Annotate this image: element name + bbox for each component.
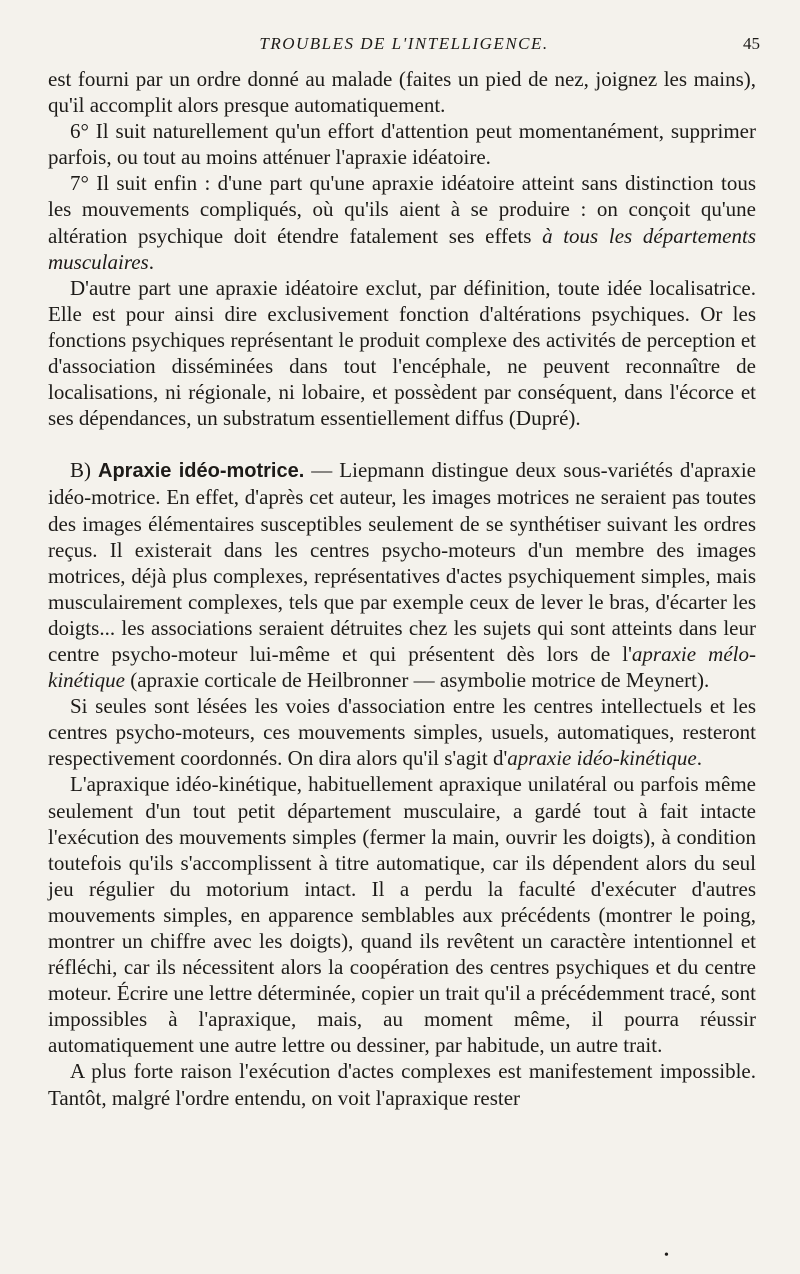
paragraph-actes-complexes xyxy=(48,1058,756,1110)
paragraph-end: . xyxy=(696,746,702,771)
section-marker: B) xyxy=(70,458,91,483)
paragraph-text: 7° Il suit enfin : d'une part qu'une apraxie idéatoire atteint sans distinction tous les mouvements compliqués, où qu'ils aient à se produire : on conçoit qu'une altération psychique doit étendre fatalement ses effets xyxy=(48,171,756,248)
page-header xyxy=(48,34,760,58)
section-apraxie-ideo-motrice xyxy=(48,457,756,693)
paragraph-text: est fourni par un ordre donné au malade (faites un pied de nez, joignez les mains), qu'il accomplit alors presque automatiquement. xyxy=(48,67,756,118)
body-text xyxy=(48,66,756,1111)
paragraph-ideo-kinetique xyxy=(48,693,756,771)
paragraph-text: — Liepmann distingue deux sous-variétés d'apraxie idéo-motrice. En effet, d'après cet auteur, les images motrices ne seraient pas toutes des images élémentaires susceptibles seulement de se synthétiser suivant les ordres reçus. Il existerait dans les centres psycho-moteurs d'un membre des images motrices, déjà plus complexes, représentatives d'actes psychiquement simples, mais musculairement complexes, tels que par exemple ceux de lever le bras, d'écarter les doigts... les associations seraient détruites chez les sujets qui sont atteints dans leur centre psycho-moteur lui-même et qui présentent dès lors de l' xyxy=(48,458,756,666)
paragraph-point-6 xyxy=(48,118,756,170)
italic-term: apraxie idéo-kinétique xyxy=(507,746,697,771)
paragraph-text-continued: (apraxie corticale de Heilbronner — asymbolie motrice de Meynert). xyxy=(124,668,710,693)
section-heading: Apraxie idéo-motrice. xyxy=(98,460,305,483)
section-gap xyxy=(48,431,756,457)
page-number: 45 xyxy=(743,34,760,53)
paragraph-text: A plus forte raison l'exécution d'actes complexes est manifestement impossible. Tantôt, malgré l'ordre entendu, on voit l'apraxique rester xyxy=(48,1059,756,1110)
paragraph-text: D'autre part une apraxie idéatoire exclut, par définition, toute idée localisatrice. Elle est pour ainsi dire exclusivement fonction d'altérations psychiques. Or les fonctions psychiques représentant le produit complexe des activités de perception et d'association disséminées dans tout l'encéphale, ne peuvent reconnaître de localisations, ni régionale, ni lobaire, et possèdent par conséquent, dans l'écorce et ses dépendances, un substratum essentiellement diffus (Dupré). xyxy=(48,275,756,431)
italic-term: apraxie mélo-kinétique xyxy=(48,641,756,693)
running-title: TROUBLES DE L'INTELLIGENCE. xyxy=(259,34,549,53)
paragraph-text: Si seules sont lésées les voies d'association entre les centres intellectuels et les centres psycho-moteurs, ces mouvements simples, usuels, automatiques, resteront respectivement coordonnés. On dira alors qu'il s'agit d' xyxy=(48,694,756,771)
paragraph-point-7 xyxy=(48,170,756,274)
paragraph-text: L'apraxique idéo-kinétique, habituellement apraxique unilatéral ou parfois même seulement d'un tout petit département musculaire, a gardé tout à fait intacte l'exécution des mouvements simples (fermer la main, ouvrir les doigts), à condition toutefois qu'ils s'accomplissent à titre automatique, car ils dépendent alors du seul jeu régulier du motorium intact. Il a perdu la faculté d'exécuter d'autres mouvements simples, en apparence semblables aux précédents (montrer le poing, montrer un chiffre avec les doigts), quand ils revêtent un caractère intentionnel et réfléchi, car ils nécessitent alors la coopération des centres psychiques et du centre moteur. Écrire une lettre déterminée, copier un trait qu'il a précédemment tracé, sont impossibles à l'apraxique, mais, au moment même, il pourra réussir automatiquement une autre lettre ou dessiner, par habitude, un autre trait. xyxy=(48,772,756,1058)
italic-phrase: à tous les départements musculaires xyxy=(48,223,757,274)
paragraph-end: . xyxy=(148,249,154,274)
paragraph-continuation xyxy=(48,66,756,118)
paragraph-text: 6° Il suit naturellement qu'un effort d'attention peut momentanément, supprimer parfois, ou tout au moins atténuer l'apraxie idéatoire. xyxy=(48,119,756,170)
footer-mark: • xyxy=(664,1248,669,1263)
paragraph-apraxique xyxy=(48,771,756,1058)
paragraph-localisation xyxy=(48,275,756,432)
